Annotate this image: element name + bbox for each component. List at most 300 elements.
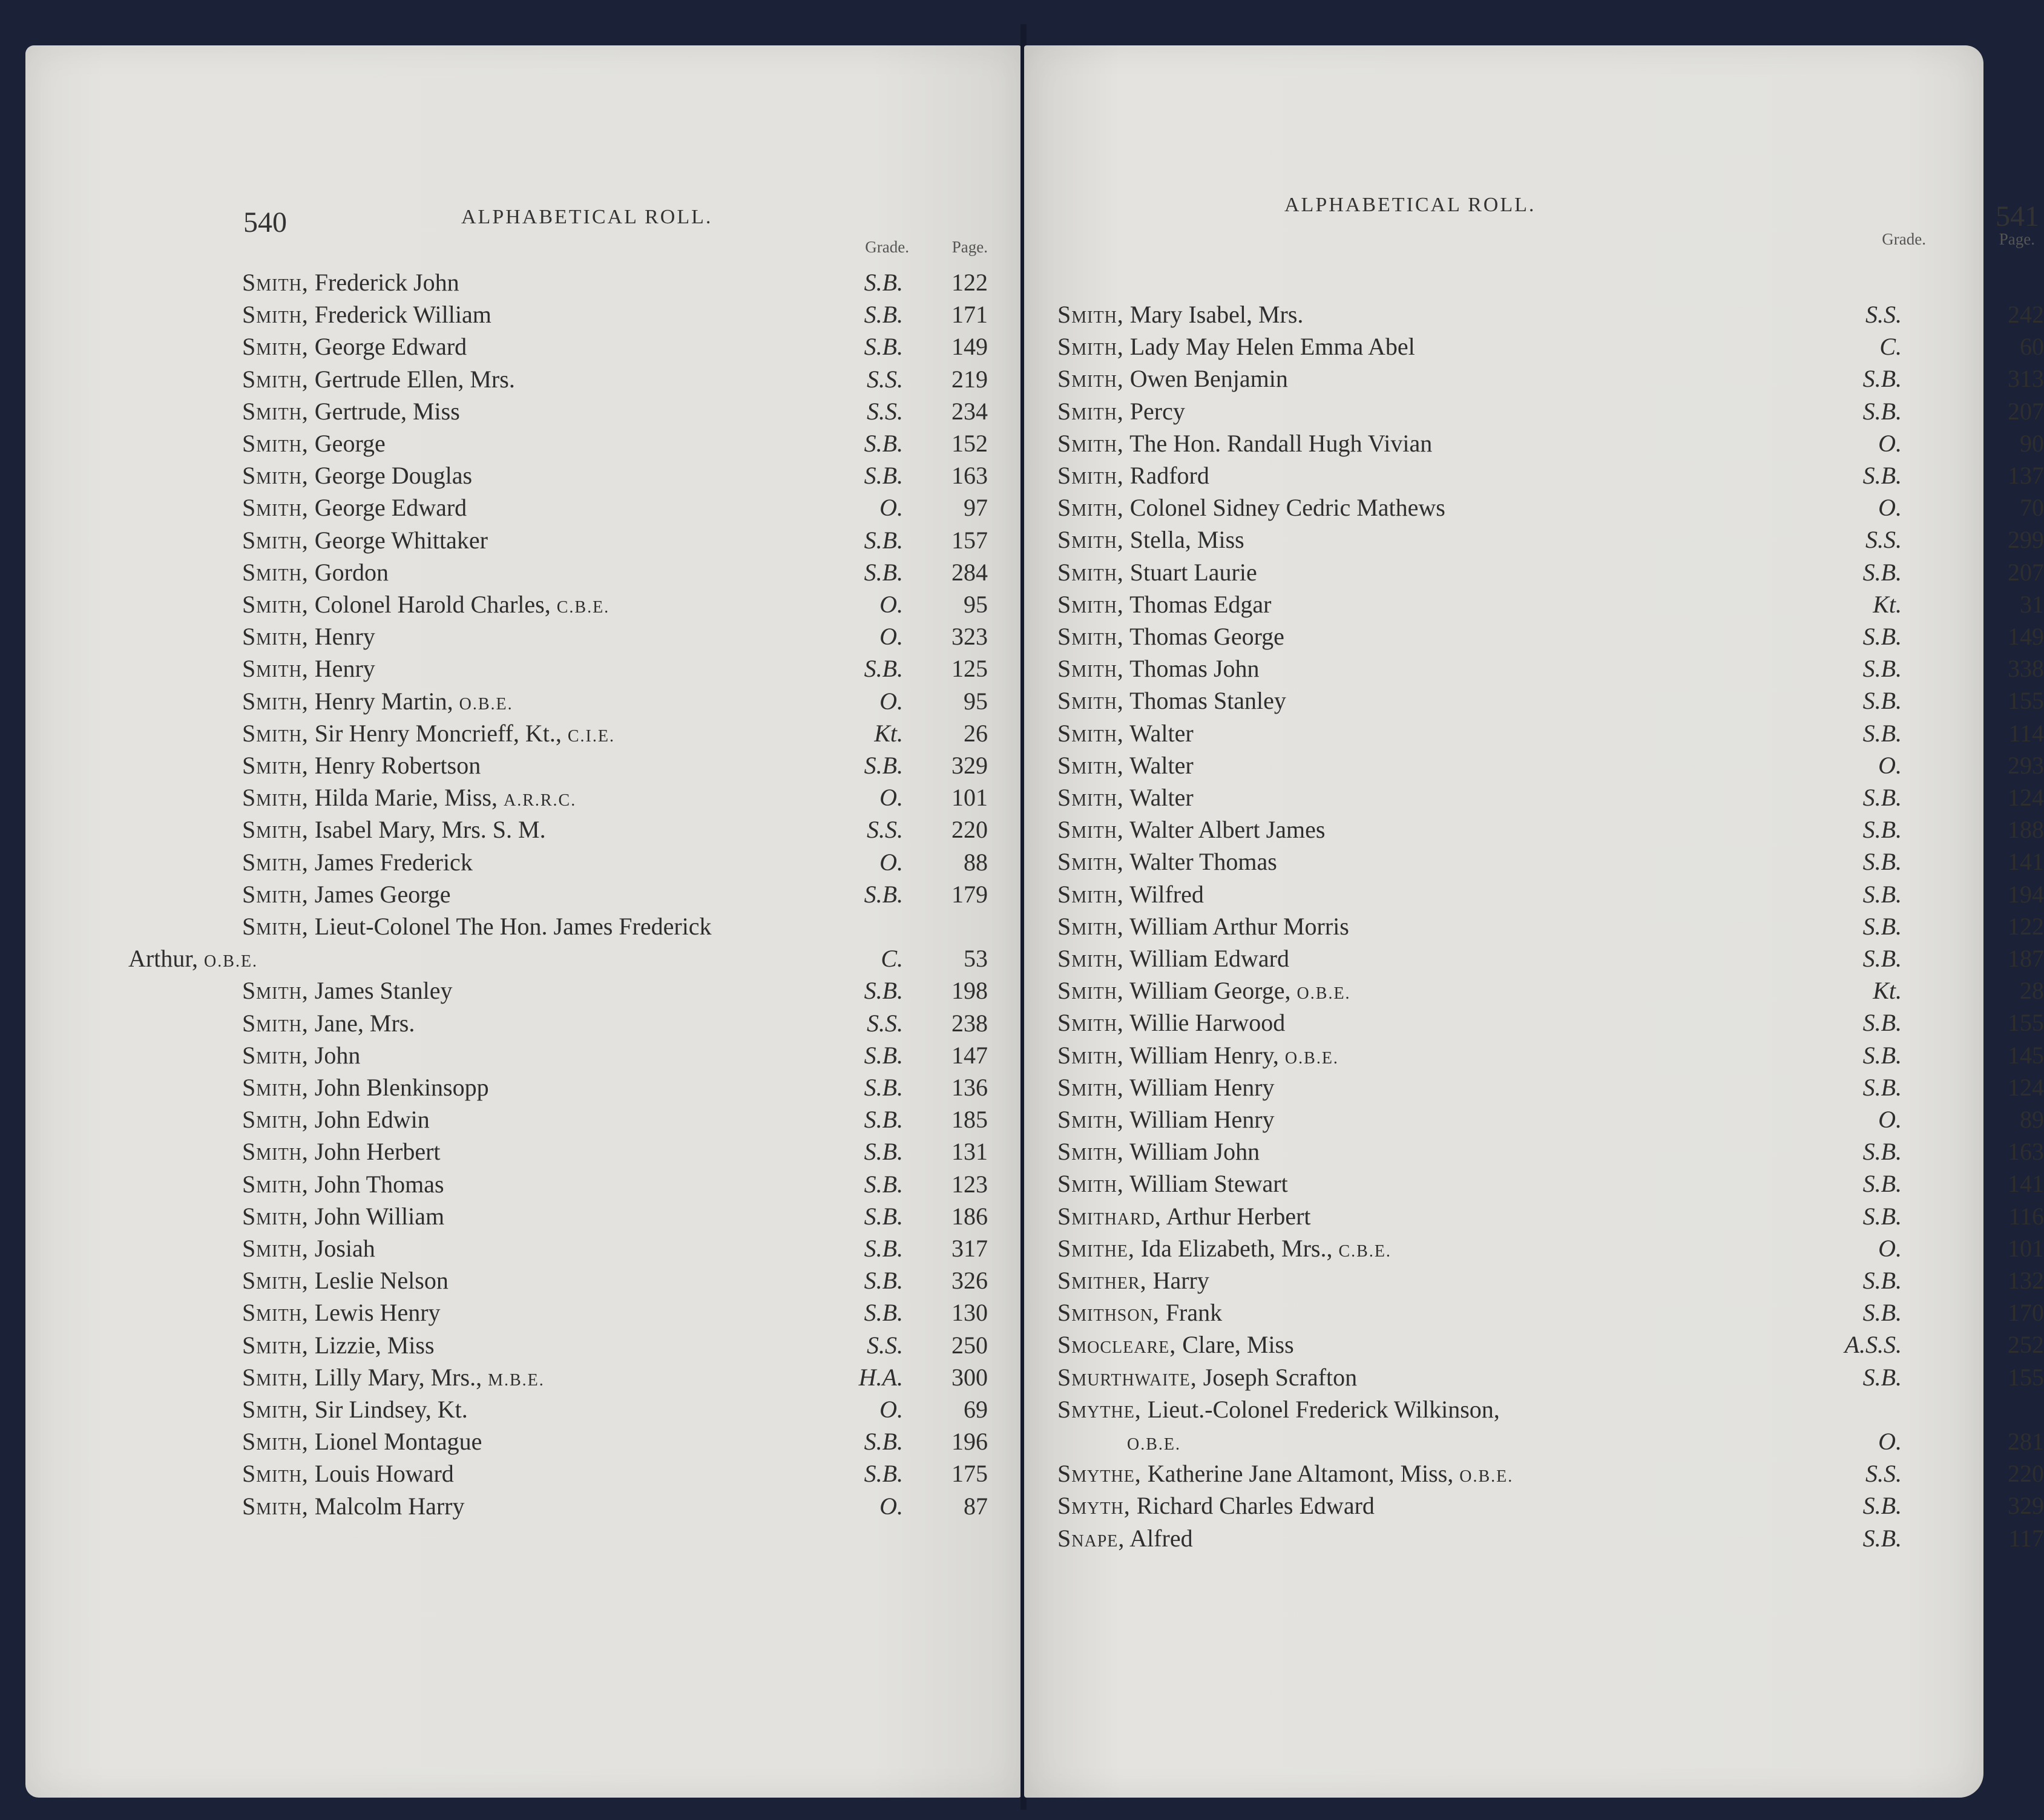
entry-name bbox=[242, 556, 389, 588]
entry-grade: S.S. bbox=[1865, 1460, 1902, 1488]
entry-given-names: John Edwin bbox=[314, 1106, 430, 1134]
entry-grade: O. bbox=[879, 687, 903, 715]
entry-page-number: 136 bbox=[951, 1074, 988, 1101]
entry-page-number: 122 bbox=[951, 269, 988, 296]
table-row bbox=[1024, 620, 2044, 652]
entry-grade: C. bbox=[881, 945, 903, 973]
entry-page-number: 175 bbox=[951, 1460, 988, 1488]
entry-page-number: 187 bbox=[2008, 945, 2044, 972]
entry-given-names: Lady May Helen Emma Abel bbox=[1129, 333, 1415, 361]
table-row bbox=[25, 524, 1021, 556]
entry-name bbox=[1057, 620, 1284, 652]
entry-name bbox=[242, 1296, 441, 1329]
table-row bbox=[25, 363, 1021, 395]
entry-given-names: Frederick John bbox=[314, 269, 459, 296]
entry-given-names: Thomas Stanley bbox=[1129, 687, 1286, 715]
entry-grade: S.B. bbox=[864, 655, 903, 683]
page-column-header: Page. bbox=[951, 238, 988, 256]
entry-honours: O.B.E. bbox=[1459, 1467, 1514, 1487]
entry-page-number: 97 bbox=[964, 494, 988, 522]
entry-grade: O. bbox=[879, 784, 903, 812]
entry-surname: Smith, bbox=[242, 1041, 309, 1069]
entry-surname: Smurthwaite, bbox=[1057, 1363, 1197, 1391]
table-row bbox=[1024, 1264, 2044, 1296]
entry-given-names: Radford bbox=[1129, 462, 1209, 489]
entry-grade: S.B. bbox=[864, 1041, 903, 1069]
entry-surname: Smith, bbox=[242, 1299, 309, 1327]
entry-grade: A.S.S. bbox=[1844, 1331, 1902, 1359]
entry-name bbox=[242, 298, 491, 330]
entry-page-number: 90 bbox=[2020, 429, 2044, 457]
entry-page-number: 149 bbox=[951, 333, 988, 361]
entry-grade: S.B. bbox=[1862, 1492, 1902, 1520]
entry-surname: Smith, bbox=[242, 1460, 309, 1488]
entry-given-names: John William bbox=[314, 1202, 445, 1230]
entry-page-number: 163 bbox=[951, 462, 988, 490]
table-row bbox=[1024, 298, 2044, 330]
entry-surname: Smith, bbox=[1057, 655, 1124, 683]
table-row bbox=[1024, 1522, 2044, 1554]
entry-grade: S.B. bbox=[864, 977, 903, 1005]
table-row bbox=[1024, 1457, 2044, 1490]
entry-page-number: 87 bbox=[964, 1492, 988, 1520]
entry-given-names: Clare, Miss bbox=[1182, 1331, 1294, 1359]
entry-grade: S.B. bbox=[864, 1138, 903, 1166]
table-row bbox=[25, 395, 1021, 427]
entry-grade: S.B. bbox=[1862, 462, 1902, 489]
entry-surname: Smith, bbox=[1057, 1073, 1124, 1101]
entry-page-number: 329 bbox=[2008, 1492, 2044, 1520]
entry-grade: S.S. bbox=[867, 1331, 903, 1359]
entry-name bbox=[1057, 942, 1289, 974]
left-page bbox=[25, 45, 1021, 1798]
entry-given-names: Lizzie, Miss bbox=[314, 1331, 435, 1359]
entry-surname: Smithe, bbox=[1057, 1234, 1135, 1262]
table-row bbox=[25, 459, 1021, 491]
entry-page-number: 122 bbox=[2008, 912, 2044, 940]
running-title: ALPHABETICAL ROLL. bbox=[461, 206, 713, 228]
entry-name bbox=[242, 1200, 444, 1232]
entry-name bbox=[242, 363, 515, 395]
entry-name bbox=[242, 588, 610, 623]
entry-grade: S.B. bbox=[1862, 558, 1902, 586]
entry-given-names: Owen Benjamin bbox=[1129, 365, 1288, 393]
entry-given-names: Lionel Montague bbox=[314, 1428, 482, 1456]
entry-page-number: 137 bbox=[2008, 462, 2044, 489]
entry-page-number: 149 bbox=[2008, 623, 2044, 650]
entry-page-number: 101 bbox=[951, 784, 988, 812]
entry-surname: Smith, bbox=[242, 526, 309, 554]
entry-surname: Smith, bbox=[1057, 687, 1124, 715]
entry-name bbox=[242, 685, 513, 720]
entry-grade: O. bbox=[879, 1396, 903, 1423]
entry-given-names: Lilly Mary, Mrs., bbox=[314, 1363, 482, 1391]
entry-name bbox=[242, 395, 460, 427]
entry-given-names: Willie Harwood bbox=[1129, 1009, 1286, 1037]
entry-page-number: 95 bbox=[964, 591, 988, 618]
entry-grade: S.B. bbox=[1862, 719, 1902, 747]
entry-grade: O. bbox=[879, 591, 903, 618]
entry-name bbox=[242, 1168, 444, 1200]
entry-page-number: 284 bbox=[951, 558, 988, 586]
entry-page-number: 207 bbox=[2008, 397, 2044, 425]
table-row bbox=[25, 910, 1021, 942]
table-row bbox=[25, 1007, 1021, 1039]
entry-name bbox=[242, 846, 473, 878]
entry-page-number: 329 bbox=[951, 752, 988, 779]
entry-name bbox=[1057, 1361, 1357, 1393]
table-row bbox=[25, 1039, 1021, 1071]
entry-grade: S.B. bbox=[864, 333, 903, 361]
entry-name bbox=[1057, 427, 1432, 459]
table-row bbox=[1024, 427, 2044, 459]
entry-given-names: William Henry bbox=[1129, 1106, 1275, 1133]
table-row bbox=[1024, 491, 2044, 524]
entry-surname: Smith, bbox=[242, 655, 309, 683]
entry-surname: Smith, bbox=[242, 848, 309, 876]
entry-grade: S.B. bbox=[1862, 945, 1902, 972]
entry-given-names: William Arthur Morris bbox=[1129, 912, 1349, 940]
entry-surname: Snape, bbox=[1057, 1524, 1125, 1552]
entry-given-names: William Stewart bbox=[1129, 1170, 1288, 1198]
entry-name bbox=[1057, 1103, 1275, 1135]
entry-given-names: William George, bbox=[1129, 977, 1291, 1005]
entry-surname: Smith, bbox=[1057, 462, 1124, 489]
table-row bbox=[1024, 1425, 2044, 1457]
entry-grade: C. bbox=[1879, 333, 1902, 361]
entry-given-names: George Whittaker bbox=[314, 526, 488, 554]
entry-grade: S.B. bbox=[864, 752, 903, 779]
entry-page-number: 281 bbox=[2008, 1428, 2044, 1455]
entry-given-names: John Herbert bbox=[314, 1138, 441, 1166]
entry-name bbox=[1057, 878, 1204, 910]
entry-page-number: 170 bbox=[2008, 1299, 2044, 1327]
entry-grade: S.B. bbox=[864, 526, 903, 554]
entry-page-number: 179 bbox=[951, 880, 988, 908]
entry-page-number: 89 bbox=[2020, 1106, 2044, 1133]
entry-name bbox=[242, 717, 615, 752]
table-row bbox=[25, 1168, 1021, 1200]
entry-grade: S.B. bbox=[1862, 1041, 1902, 1069]
entry-page-number: 171 bbox=[951, 301, 988, 329]
entry-page-number: 130 bbox=[951, 1299, 988, 1327]
entry-honours: O.B.E. bbox=[459, 694, 513, 714]
entry-grade: O. bbox=[879, 1492, 903, 1520]
entry-name bbox=[1057, 1135, 1260, 1168]
entry-page-number: 145 bbox=[2008, 1041, 2044, 1069]
entry-page-number: 155 bbox=[2008, 687, 2044, 715]
entry-name bbox=[242, 1039, 360, 1071]
entry-name bbox=[242, 1135, 441, 1168]
entry-name bbox=[1057, 781, 1194, 813]
entry-surname: Smith, bbox=[242, 269, 309, 296]
entry-grade: S.B. bbox=[864, 301, 903, 329]
entry-name bbox=[1057, 685, 1286, 717]
entry-surname: Smith, bbox=[242, 1106, 309, 1134]
right-page bbox=[1024, 45, 2044, 1798]
entry-page-number: 219 bbox=[951, 365, 988, 393]
entry-name bbox=[1057, 1522, 1193, 1554]
table-row bbox=[1024, 363, 2044, 395]
table-row bbox=[25, 1329, 1021, 1361]
entry-page-number: 70 bbox=[2020, 494, 2044, 522]
entry-given-names: Thomas Edgar bbox=[1129, 590, 1272, 618]
table-row bbox=[25, 1232, 1021, 1264]
table-row bbox=[25, 1361, 1021, 1393]
entry-page-number: 26 bbox=[964, 719, 988, 747]
table-row bbox=[1024, 781, 2044, 813]
entry-honours: O.B.E. bbox=[1296, 984, 1351, 1004]
entry-name bbox=[1057, 1007, 1285, 1039]
entry-surname: Smith, bbox=[1057, 558, 1124, 586]
table-row bbox=[1024, 1296, 2044, 1329]
entry-grade: S.B. bbox=[1862, 1202, 1902, 1230]
entry-given-names: Thomas George bbox=[1129, 623, 1284, 650]
entry-surname: Smith, bbox=[1057, 719, 1124, 747]
entry-surname: Smith, bbox=[242, 494, 309, 522]
entry-given-names: John Blenkinsopp bbox=[314, 1074, 489, 1101]
entry-page-number: 131 bbox=[951, 1138, 988, 1166]
entry-page-number: 132 bbox=[2008, 1267, 2044, 1294]
entry-surname: Smith, bbox=[1057, 623, 1124, 650]
entry-surname: Smith, bbox=[1057, 1106, 1124, 1133]
entry-name bbox=[1057, 1457, 1513, 1493]
entry-grade: S.B. bbox=[1862, 1138, 1902, 1166]
entry-given-names: Arthur, bbox=[128, 945, 199, 973]
entry-name bbox=[242, 620, 375, 652]
table-row bbox=[1024, 1393, 1983, 1425]
entry-grade: O. bbox=[879, 623, 903, 651]
entry-name bbox=[1057, 974, 1351, 1010]
table-row bbox=[25, 846, 1021, 878]
entry-page-number: 155 bbox=[2008, 1009, 2044, 1037]
entry-given-names: James Frederick bbox=[314, 848, 473, 876]
entry-grade: S.B. bbox=[1862, 623, 1902, 650]
entry-name bbox=[1057, 1200, 1311, 1232]
entry-name bbox=[1057, 1232, 1392, 1267]
entry-given-names: Colonel Sidney Cedric Mathews bbox=[1129, 494, 1445, 522]
entry-grade: S.B. bbox=[864, 430, 903, 457]
entry-given-names: Gertrude Ellen, Mrs. bbox=[314, 365, 515, 393]
table-row bbox=[1024, 1232, 2044, 1264]
entry-given-names: William Edward bbox=[1129, 945, 1289, 972]
entry-name bbox=[1057, 1393, 1500, 1425]
entry-page-number: 194 bbox=[2008, 880, 2044, 908]
entry-grade: S.B. bbox=[864, 1074, 903, 1101]
table-row bbox=[1024, 974, 2044, 1007]
entry-name bbox=[1057, 1329, 1294, 1361]
entry-page-number: 317 bbox=[951, 1235, 988, 1262]
entry-given-names: James Stanley bbox=[314, 977, 453, 1005]
entry-surname: Smith, bbox=[242, 784, 309, 812]
entry-given-names: Leslie Nelson bbox=[314, 1267, 449, 1295]
table-row bbox=[25, 813, 1021, 846]
entry-page-number: 326 bbox=[951, 1267, 988, 1295]
entry-name bbox=[1057, 846, 1277, 878]
entry-surname: Smith, bbox=[1057, 397, 1124, 425]
entry-page-number: 28 bbox=[2020, 977, 2044, 1005]
entry-surname: Smith, bbox=[242, 1492, 309, 1520]
entry-surname: Smith, bbox=[1057, 977, 1124, 1005]
entry-given-names: Hilda Marie, Miss, bbox=[314, 784, 498, 812]
table-row bbox=[1024, 1135, 2044, 1168]
entry-grade: S.B. bbox=[1862, 1363, 1902, 1391]
entry-given-names: Mary Isabel, Mrs. bbox=[1129, 301, 1304, 328]
table-row bbox=[25, 717, 1021, 749]
entry-grade: S.B. bbox=[864, 1267, 903, 1295]
entry-given-names: Frank bbox=[1165, 1299, 1223, 1327]
entry-name bbox=[1057, 459, 1209, 491]
entry-name bbox=[242, 1007, 415, 1039]
table-row bbox=[1024, 1007, 2044, 1039]
entry-surname: Smith, bbox=[242, 591, 309, 618]
entry-surname: Smith, bbox=[242, 430, 309, 457]
entry-given-names: Jane, Mrs. bbox=[314, 1009, 415, 1037]
entry-grade: S.B. bbox=[1862, 1267, 1902, 1294]
entry-page-number: 157 bbox=[951, 526, 988, 554]
table-row bbox=[25, 749, 1021, 781]
entry-surname: Smith, bbox=[242, 1267, 309, 1295]
table-row bbox=[25, 685, 1021, 717]
entry-surname: Smith, bbox=[242, 365, 309, 393]
entry-name bbox=[242, 910, 712, 942]
entry-page-number: 323 bbox=[951, 623, 988, 651]
table-row bbox=[25, 1425, 1021, 1457]
entry-given-names: Louis Howard bbox=[314, 1460, 454, 1488]
entry-surname: Smith, bbox=[1057, 816, 1124, 844]
entry-surname: Smith, bbox=[242, 1074, 309, 1101]
entry-page-number: 147 bbox=[951, 1041, 988, 1069]
entry-grade: Kt. bbox=[1873, 590, 1902, 618]
entry-surname: Smith, bbox=[242, 1396, 309, 1423]
table-row bbox=[25, 556, 1021, 588]
entry-honours: C.B.E. bbox=[556, 598, 610, 617]
entry-page-number: 124 bbox=[2008, 1073, 2044, 1101]
entry-surname: Smith, bbox=[1057, 590, 1124, 618]
entry-honours: A.R.R.C. bbox=[503, 791, 577, 810]
entry-name bbox=[242, 459, 472, 491]
table-row bbox=[1024, 330, 2044, 363]
entry-name bbox=[242, 652, 375, 685]
entry-page-number: 69 bbox=[964, 1396, 988, 1423]
entry-grade: S.B. bbox=[1862, 880, 1902, 908]
table-row bbox=[1024, 878, 2044, 910]
entry-given-names: Lieut.-Colonel Frederick Wilkinson, bbox=[1147, 1395, 1500, 1423]
entry-surname: Smith, bbox=[1057, 526, 1124, 554]
table-row bbox=[25, 491, 1021, 524]
entry-page-number: 116 bbox=[2008, 1202, 2044, 1230]
entry-grade: O. bbox=[1878, 1234, 1902, 1262]
entry-grade: S.B. bbox=[864, 880, 903, 908]
entry-page-number: 220 bbox=[951, 816, 988, 844]
entry-given-names: John bbox=[314, 1041, 361, 1069]
entry-given-names: Arthur Herbert bbox=[1166, 1202, 1311, 1230]
entry-name bbox=[1057, 1490, 1375, 1522]
entry-given-names: William Henry, bbox=[1129, 1041, 1279, 1069]
entry-honours: C.B.E. bbox=[1338, 1241, 1392, 1261]
entry-page-number: 60 bbox=[2020, 333, 2044, 361]
entry-surname: Smither, bbox=[1057, 1267, 1147, 1294]
entry-grade: S.S. bbox=[867, 365, 903, 393]
entry-surname: Smith, bbox=[242, 1170, 309, 1198]
entry-grade: S.B. bbox=[864, 1299, 903, 1327]
entry-page-number: 198 bbox=[951, 977, 988, 1005]
entry-surname: Smith, bbox=[1057, 494, 1124, 522]
entry-name bbox=[1057, 491, 1445, 524]
entry-grade: S.B. bbox=[864, 558, 903, 586]
entry-surname: Smith, bbox=[242, 558, 309, 586]
entry-grade: O. bbox=[879, 848, 903, 876]
entry-name bbox=[242, 1232, 375, 1264]
entry-grade: O. bbox=[1878, 429, 1902, 457]
entry-surname: Smith, bbox=[1057, 333, 1124, 361]
entry-name bbox=[1057, 813, 1325, 846]
entry-page-number: 141 bbox=[2008, 848, 2044, 876]
entry-given-names: Isabel Mary, Mrs. S. M. bbox=[314, 816, 546, 844]
entry-grade: S.B. bbox=[1862, 655, 1902, 683]
entry-page-number: 88 bbox=[964, 848, 988, 876]
entry-name bbox=[1057, 588, 1271, 620]
entry-page-number: 53 bbox=[964, 945, 988, 973]
entry-surname: Smith, bbox=[242, 1331, 309, 1359]
grade-column-header: Grade. bbox=[865, 238, 909, 256]
entry-surname: Smith, bbox=[242, 752, 309, 779]
entry-grade: S.B. bbox=[1862, 1170, 1902, 1198]
table-row bbox=[1024, 717, 2044, 749]
entry-given-names: Henry bbox=[314, 655, 375, 683]
entry-grade: O. bbox=[1878, 494, 1902, 522]
table-row bbox=[1024, 846, 2044, 878]
entry-name bbox=[242, 1457, 454, 1490]
running-title: ALPHABETICAL ROLL. bbox=[1284, 194, 1536, 216]
entry-given-names: William John bbox=[1129, 1138, 1260, 1166]
entry-name-continuation bbox=[1127, 1425, 1181, 1460]
entry-honours: O.B.E. bbox=[204, 952, 258, 971]
entry-given-names: Walter Thomas bbox=[1129, 848, 1277, 876]
entry-page-number: 125 bbox=[951, 655, 988, 683]
table-row bbox=[25, 1393, 1021, 1425]
entry-grade: O. bbox=[1878, 1428, 1902, 1455]
entry-surname: Smith, bbox=[1057, 1170, 1124, 1198]
table-row bbox=[25, 427, 1021, 459]
table-row bbox=[25, 942, 1021, 974]
entry-grade: S.B. bbox=[864, 269, 903, 296]
table-row bbox=[1024, 459, 2044, 491]
table-row bbox=[1024, 1490, 2044, 1522]
table-row bbox=[1024, 1361, 2044, 1393]
entry-name bbox=[242, 1103, 430, 1135]
entry-name bbox=[242, 1490, 465, 1522]
entry-page-number: 117 bbox=[2008, 1524, 2044, 1552]
entry-grade: S.B. bbox=[864, 1460, 903, 1488]
entry-given-names: James George bbox=[314, 880, 451, 908]
entry-honours: M.B.E. bbox=[488, 1370, 545, 1390]
entry-given-names: Stuart Laurie bbox=[1129, 558, 1257, 586]
table-row bbox=[25, 878, 1021, 910]
entry-page-number: 238 bbox=[951, 1009, 988, 1037]
entry-given-names: Gertrude, Miss bbox=[314, 397, 460, 425]
entry-page-number: 196 bbox=[951, 1428, 988, 1456]
table-row bbox=[1024, 685, 2044, 717]
entry-name bbox=[1057, 749, 1194, 781]
entry-name bbox=[242, 524, 488, 556]
entry-name bbox=[1057, 910, 1349, 942]
entry-given-names: Henry Martin, bbox=[314, 687, 453, 715]
table-row bbox=[1024, 556, 2044, 588]
entry-surname: Smith, bbox=[242, 977, 309, 1005]
entry-given-names: John Thomas bbox=[314, 1170, 444, 1198]
entry-name bbox=[242, 749, 481, 781]
